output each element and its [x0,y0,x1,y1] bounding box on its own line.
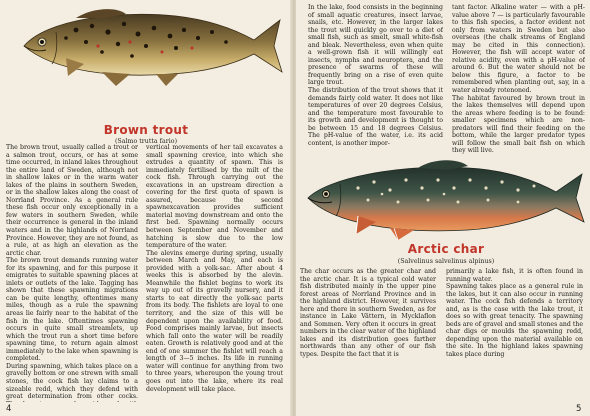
left-column-2 [146,144,283,402]
brown-trout-illustration [6,2,284,88]
right-top-column-2 [452,4,585,159]
right-top-col1-text: In the lake, food consists in the beginning of small aquatic creatures, insect larvae, snails, etc. However, in the larger lakes the trout will quickly go over to a diet of small fish, such as smelt, small white-fish and bleak. Nevertheless, even when quite a well-grown fish it will willingly eat insects, nymphs and neuroptera, and the presence of swarms of these will frequently bring on a rise of even quite large trout. The distribution of the trout shows that it demands fairly cold water. It does not like temperatures of over 20 degrees Celsius, and the temperature most favourable to its growth and development is thought to be between 15 and 18 degrees Celsius. The pH-value of the water, i.e. its acid content, is another impor- [308,4,443,147]
left-page [0,0,292,416]
arctic-char-latin-name: (Salvelinus salvelinus alpinus) [397,258,495,265]
brown-trout-latin-name: (Salmo trutta fario) [114,138,178,145]
brown-trout-title: Brown trout [103,123,189,137]
page-number-right: 5 [576,404,582,414]
page-number-left: 4 [6,404,12,414]
right-bottom-column-1 [300,268,436,402]
arctic-char-title: Arctic char [407,242,485,256]
left-column-1 [6,144,138,402]
left-col1-text: The brown trout, usually called a trout or a salmon trout, occurs, or has at some time occurred, in inland lakes throughout the entire land of Sweden, although not in shallow lakes or in the warm water lakes of the plains in southern Sweden, or in the shallow lakes along the coast of Norrland Province. As a general rule these fish occur only exceptionally in a few waters in southern Sweden, while their occurrence is general in the inland waters and in the highlands of Norrland Province. However, they are not found, as a rule, at as high an elevation as the arctic char. The brown trout demands running water for its spawning, and for this purpose it emigrates to suitable spawning places at inlets or outlets of the lake. Tagging has shown that these spawning migrations can be quite lengthy, oftentimes many miles, though as a rule the spawning areas lie fairly near to the habitat of the fish in the lake. Oftentimes spawning occurs in quite small streamlets, up which the trout run a short time before spawning time, to return again almost immediately to the lake when spawning is completed. During spawning, which takes place on a gravelly bottom or one strewn with small stones, the cock fish lay claims to a sizeable redd, which they defend with great determination from other cocks. [6,144,138,401]
right-bottom-col1-text: The char occurs as the greater char and the arctic char. It is a typical cold water fish distributed mainly in the upper pine forest areas of Norrland Province and in the highland district. However, it survives here and there in southern Sweden, as for instance in Lake Vättern, in Mycklaflon and Sommen. Very often it occurs in great numbers in the clear water of the highland lakes and its distribution goes farther northwards than any other of our fish types. Despite the fact that it is [300,268,436,359]
right-bottom-col2-text: primarily a lake fish, it is often found in running water. Spawning takes place as a general rule in the lakes, but it can also occur in running water. The cock fish defends a territory and, as is the case with the lake trout, it does so with great tenacity. The spawning beds are of gravel and small stones and the char digs or moulds the spawning redd, depending upon the material available on the site. In the highland lakes spawning takes place during [446,268,583,359]
right-bottom-column-2 [446,268,583,402]
right-top-column-1 [308,4,443,159]
arctic-char-illustration [298,158,586,240]
left-col2-text: vertical movements of her tail excavates a small spawning crevice, into which she extrudes a quantity of spawn. This is immediately fertilised by the milt of the cock fish. Through carrying out the excavations in an upstream direction a covering for the first quota of spawn is assured, because the second spawnexcavation provides sufficient material moving downstream and onto the first bed. Spawning normally occurs between September and November and hatching is slow due to the low temperature of the water. The alevins emerge during spring, usually between March and May, and each is provided with a yolk-sac. After about 4 weeks this is absorbed by the alevin. Meanwhile the fishlet begins to work its way up out of its gravelly nursery, and it starts to eat directly the yolk-sac parts from its body. The fishlets are loyal to one territory, and the size of this will be dependent upon the availability of food. Food comprises mainly larvae, but insects which fall onto the water will be readily eaten. Growth is relatively good and at the end of one summer the fishlet will reach a length of 3—5 inches. Its life in running water will continue for anything from two to three years, whereupon the young trout goes out into the lake, where its real development will take place. [146,144,283,393]
right-top-col2-text: tant factor. Alkaline water — with a pH-value above 7 — is particularly favourable to this fish species, a factor evident not only from waters in Sweden but also overseas (the chalk streams of England may be cited in this connection). However, the fish will accept water of relative acidity, even with a pH-value of around 6. But the water should not be below this figure, a factor to be remembered when planting out, say, in a water already rotenoned. The habitat favoured by brown trout in the lakes themselves will depend upon the areas where feeding is to be found: smaller specimens which are non-predators will find their feeding on the bottom, while the larger predator types will follow the small bait fish on which they will live. [452,4,585,155]
right-page [296,0,590,416]
